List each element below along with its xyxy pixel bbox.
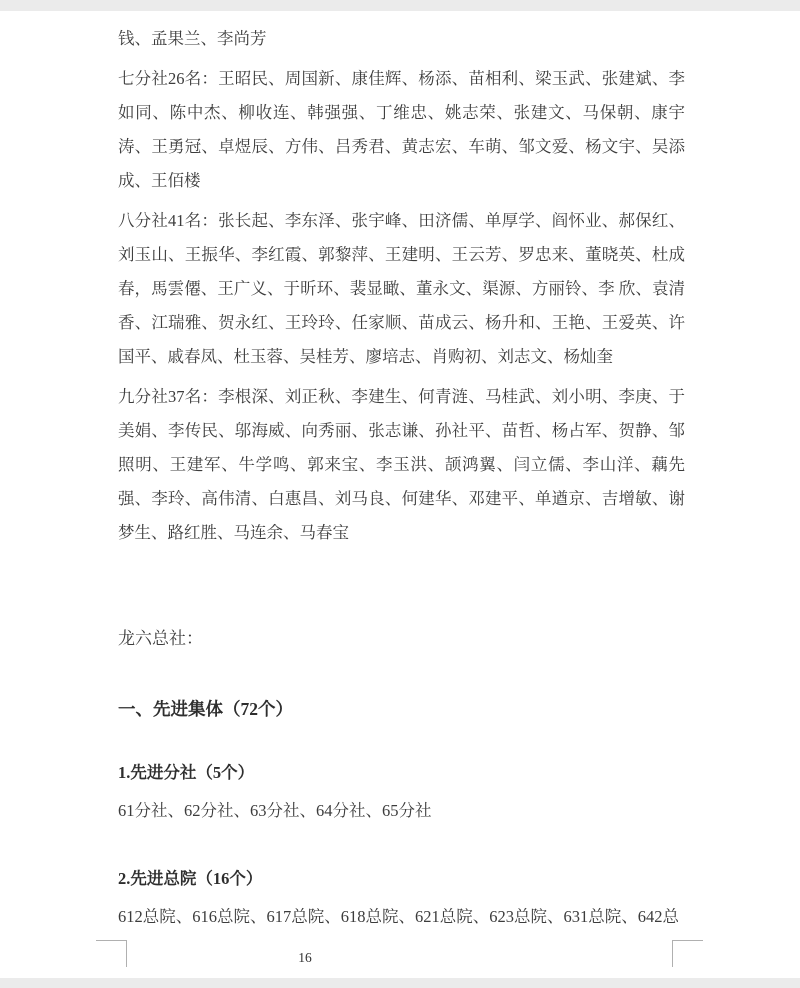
page-number: 16 xyxy=(298,950,312,965)
subheading-advanced-branches: 1.先进分社（5个） xyxy=(118,763,255,782)
paragraph-names-continued: 钱、孟果兰、李尚芳 xyxy=(118,29,267,48)
margin-corner-mark-right xyxy=(672,940,703,967)
page-bottom-edge xyxy=(0,978,800,988)
subheading-advanced-hospitals: 2.先进总院（16个） xyxy=(118,869,263,888)
paragraph-branch-7-names: 七分社26名：王昭民、周国新、康佳辉、杨添、苗相利、梁玉武、张建斌、李如同、陈中杰、柳收连、韩强强、丁维忠、姚志荣、张建文、马保朝、康宇涛、王勇冠、卓煜辰、方伟、吕秀君、黄志宏、车萌、邹文爱、杨文宇、吴添成、王佰楼 xyxy=(118,69,685,190)
margin-corner-mark-left xyxy=(96,940,127,967)
list-advanced-branches: 61分社、62分社、63分社、64分社、65分社 xyxy=(118,801,432,820)
text-column xyxy=(118,0,685,934)
section-title-longliu-headquarters: 龙六总社： xyxy=(118,629,203,648)
paragraph-branch-8-names: 八分社41名：张长起、李东泽、张宇峰、田济儒、单厚学、阎怀业、郝保红、刘玉山、王振华、李红霞、郭黎萍、王建明、王云芳、罗忠来、董晓英、杜成春，馬雲僊、王广义、于昕环、裴显瞰、董永文、渠源、方丽铃、李 欣、袁清香、江瑞雅、贺永红、王玲玲、任家顺、苗成云、杨升和、王艳、王爱英、许国平、戚春凤、杜玉蓉、吴桂芳、廖培志、肖购初、刘志文、杨灿奎 xyxy=(118,211,685,366)
list-advanced-hospitals: 612总院、616总院、617总院、618总院、621总院、623总院、631总院、642总 xyxy=(118,907,679,926)
heading-advanced-collectives: 一、先进集体（72个） xyxy=(118,699,293,719)
paragraph-branch-9-names: 九分社37名：李根深、刘正秋、李建生、何青涟、马桂武、刘小明、李庚、于美娟、李传民、邬海威、向秀丽、张志谦、孙社平、苗哲、杨占军、贺静、邹照明、王建军、牛学鸣、郭来宝、李玉洪、颉鸿翼、闫立儒、李山洋、藕先强、李玲、高伟清、白惠昌、刘马良、何建华、邓建平、单遒京、吉增敏、谢梦生、路红胜、马连余、马春宝 xyxy=(118,387,685,542)
